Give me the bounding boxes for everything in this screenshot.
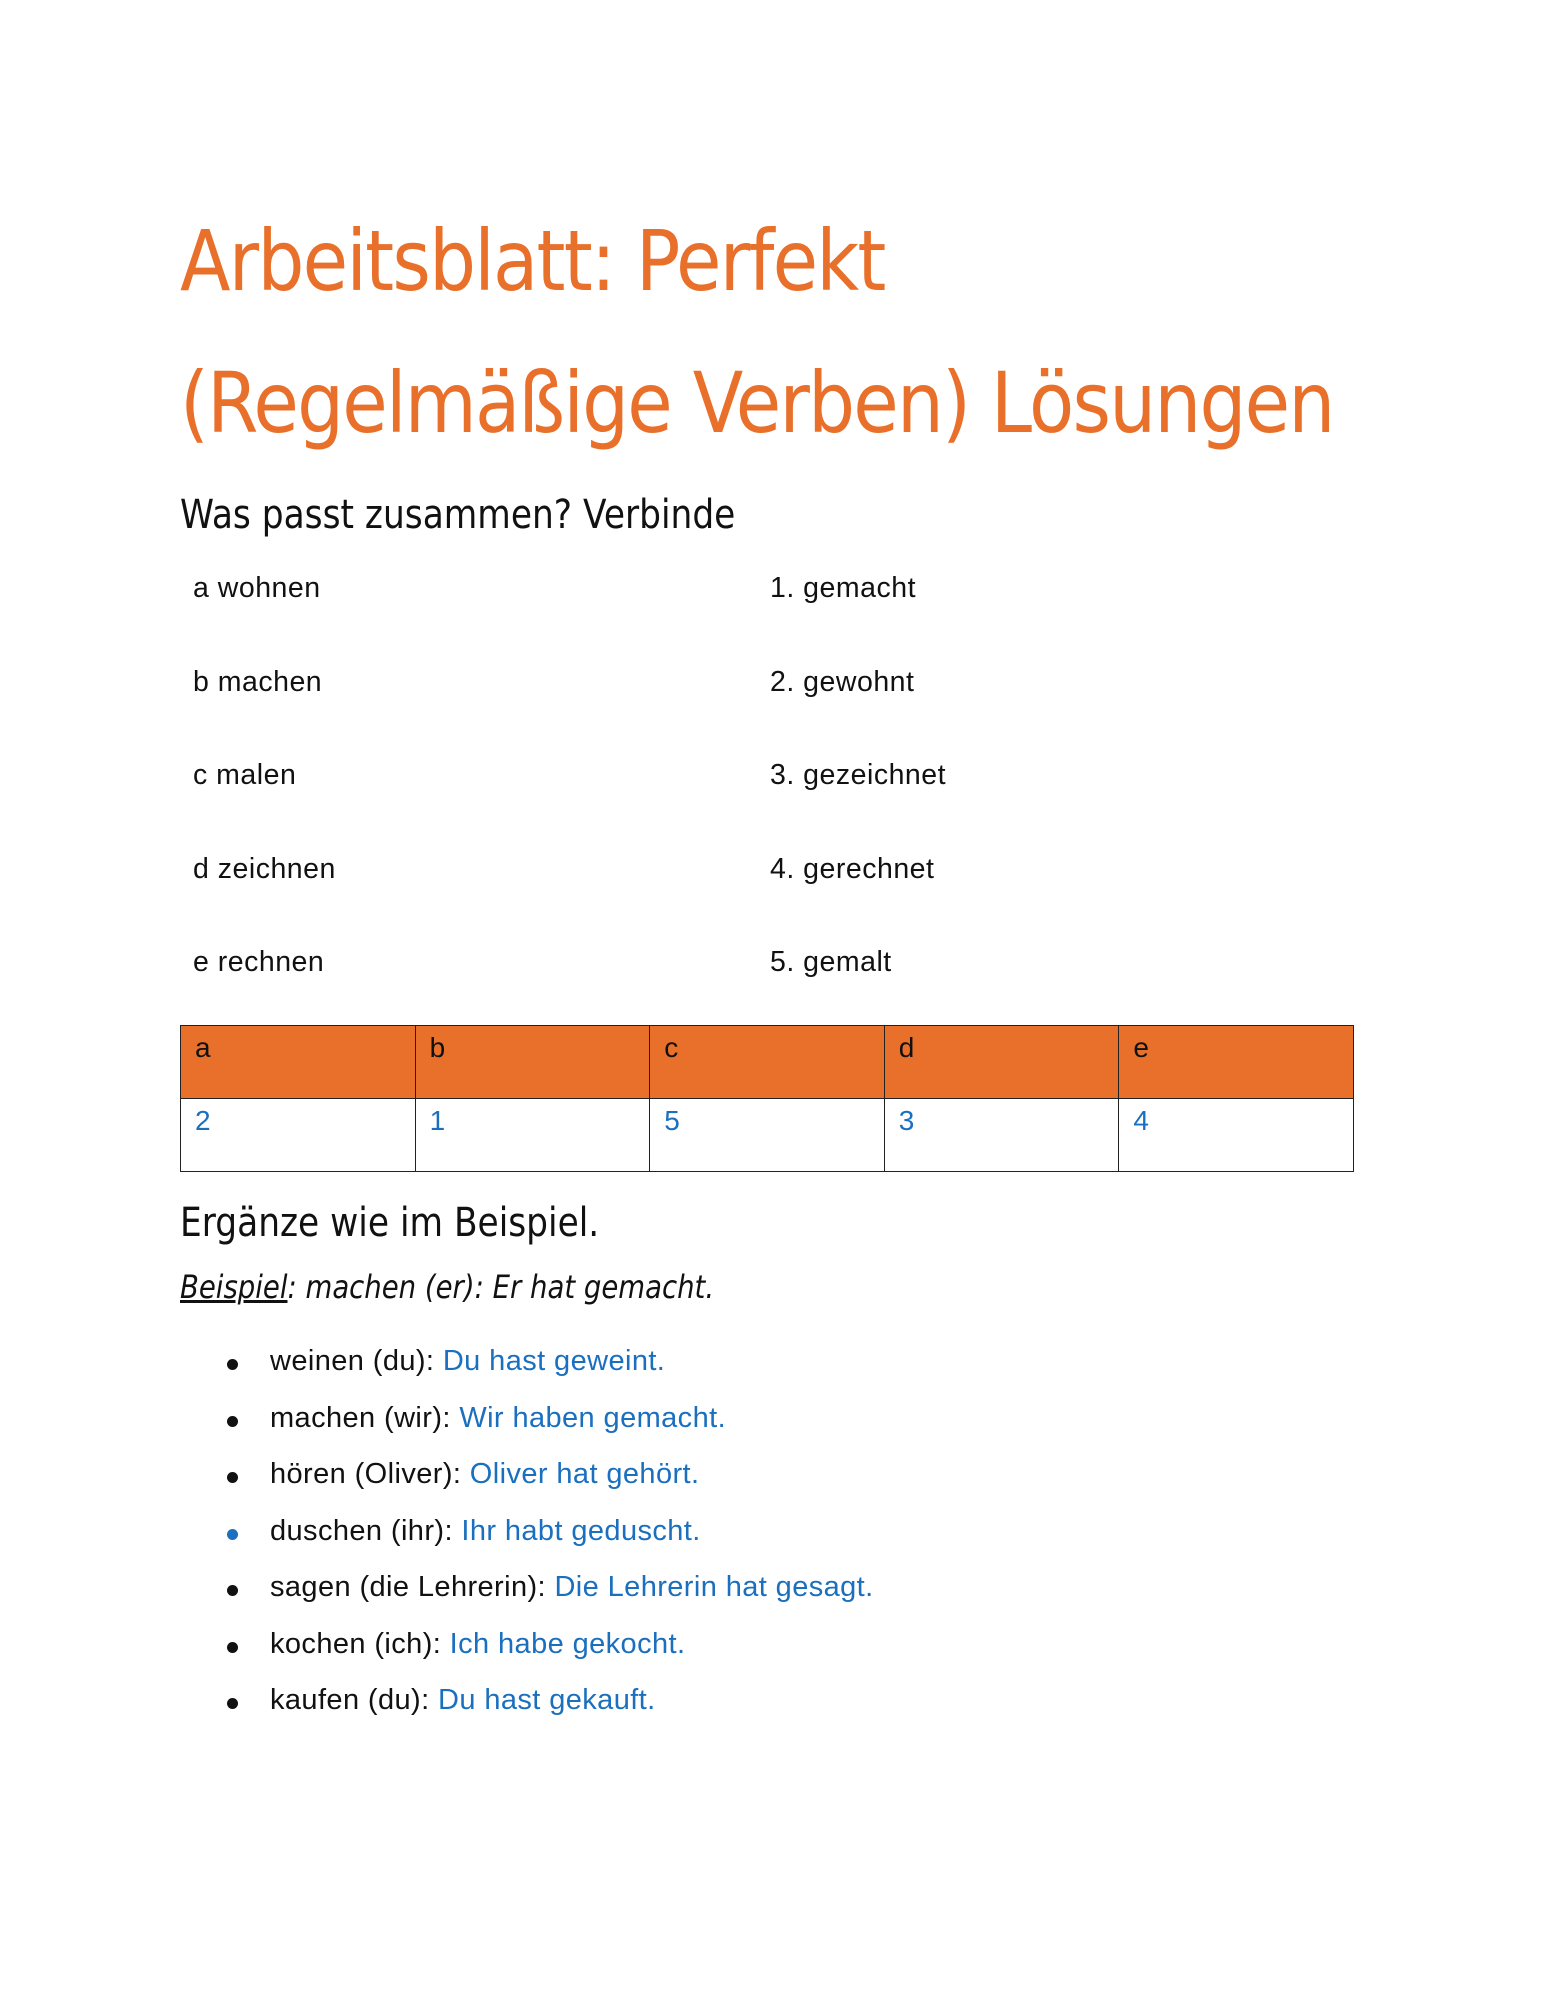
matching-list <box>193 572 1343 1040</box>
verb-item: e rechnen <box>193 946 325 978</box>
answer-table-header-cell: a <box>181 1026 416 1099</box>
matching-row <box>193 666 1343 760</box>
exercise-answer: Du hast geweint. <box>442 1345 666 1377</box>
verb-item: c malen <box>193 759 297 791</box>
answer-table-value-cell: 2 <box>181 1099 416 1172</box>
answer-table-header-row <box>181 1026 1354 1099</box>
participle-item: 4. gerechnet <box>770 852 935 885</box>
exercise-answer: Du hast gekauft. <box>438 1684 656 1716</box>
answer-table-header-cell: d <box>884 1026 1119 1099</box>
example-label: Beispiel <box>180 1268 288 1306</box>
verb-item: b machen <box>193 665 323 698</box>
example-line <box>180 1268 714 1306</box>
exercise-answer: Oliver hat gehört. <box>469 1458 700 1490</box>
exercise-prompt: weinen (du): <box>270 1345 443 1377</box>
exercise-prompt: sagen (die Lehrerin): <box>270 1571 555 1603</box>
bullet-icon <box>227 1472 238 1483</box>
list-item <box>180 1628 1380 1685</box>
answer-table-value-cell: 3 <box>884 1099 1119 1172</box>
matching-row <box>193 853 1343 947</box>
participle-item: 2. gewohnt <box>770 665 915 698</box>
bullet-icon <box>227 1416 238 1427</box>
title-line-1: Arbeitsblatt: Perfekt <box>180 212 885 310</box>
answer-table-value-cell: 5 <box>650 1099 885 1172</box>
exercise-prompt: kaufen (du): <box>270 1684 439 1716</box>
exercise-prompt: kochen (ich): <box>270 1627 450 1660</box>
exercise-prompt: machen (wir): <box>270 1401 460 1434</box>
answer-table-header-cell: e <box>1119 1026 1354 1099</box>
bullet-icon <box>227 1529 238 1540</box>
verb-item: a wohnen <box>193 572 321 604</box>
title-line-2: (Regelmäßige Verben) Lösungen <box>180 354 1334 452</box>
list-item <box>180 1571 1380 1628</box>
answer-table <box>180 1025 1354 1172</box>
list-item <box>180 1458 1380 1515</box>
answer-table-value-cell: 1 <box>415 1099 650 1172</box>
exercise-prompt: hören (Oliver): <box>270 1458 470 1490</box>
answer-table-value-cell: 4 <box>1119 1099 1354 1172</box>
bullet-icon <box>227 1585 238 1596</box>
list-item <box>180 1402 1380 1459</box>
matching-row <box>193 572 1343 666</box>
participle-item: 1. gemacht <box>770 572 916 604</box>
list-item <box>180 1515 1380 1572</box>
list-item <box>180 1345 1380 1402</box>
answer-table-header-cell: b <box>415 1026 650 1099</box>
answer-table-header-cell: c <box>650 1026 885 1099</box>
bullet-icon <box>227 1698 238 1709</box>
exercise-answer: Ihr habt geduscht. <box>461 1514 701 1547</box>
bullet-icon <box>227 1359 238 1370</box>
list-item <box>180 1684 1380 1741</box>
section-heading-ergaenze: Ergänze wie im Beispiel. <box>180 1200 600 1246</box>
verb-item: d zeichnen <box>193 852 336 885</box>
participle-item: 3. gezeichnet <box>770 759 947 791</box>
exercise-answer: Wir haben gemacht. <box>459 1401 727 1434</box>
exercise-list <box>180 1345 1380 1741</box>
page-title <box>180 190 1334 474</box>
exercise-answer: Ich habe gekocht. <box>449 1627 686 1660</box>
participle-item: 5. gemalt <box>770 946 892 978</box>
exercise-answer: Die Lehrerin hat gesagt. <box>554 1571 874 1603</box>
matching-row <box>193 759 1343 853</box>
exercise-prompt: duschen (ihr): <box>270 1514 462 1547</box>
bullet-icon <box>227 1642 238 1653</box>
example-text: : machen (er): Er hat gemacht. <box>287 1268 715 1306</box>
section-heading-verbinde: Was passt zusammen? Verbinde <box>180 492 736 538</box>
answer-table-value-row <box>181 1099 1354 1172</box>
